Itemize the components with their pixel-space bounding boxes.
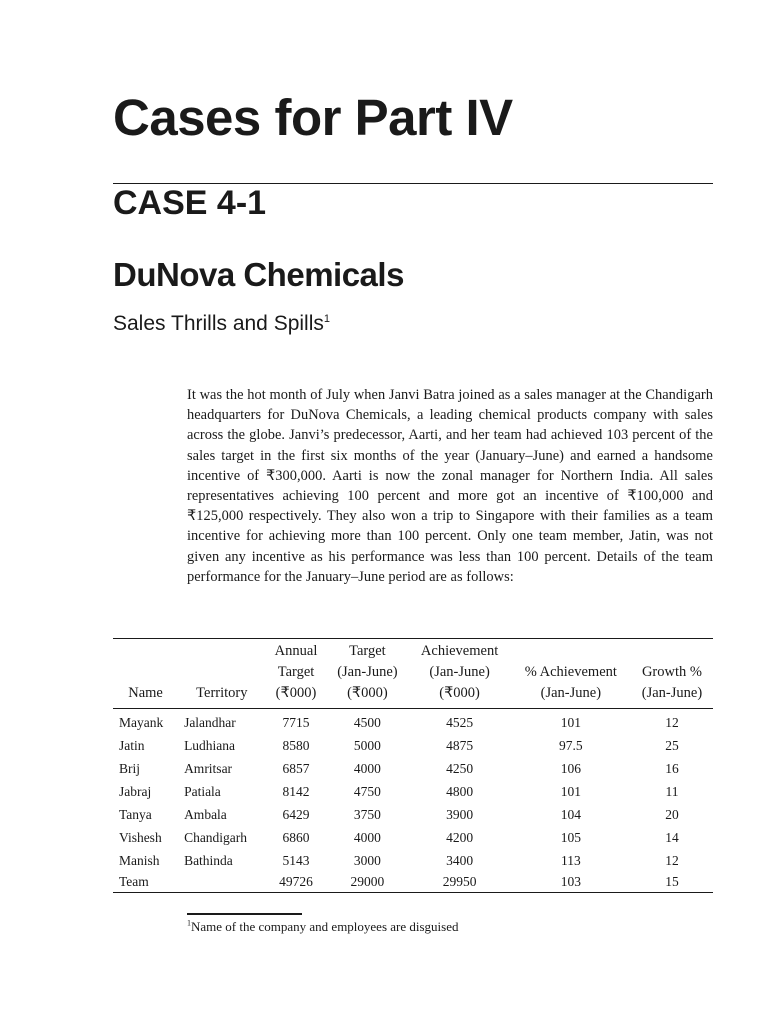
footnote-text: Name of the company and employees are disguised	[191, 919, 459, 934]
table-cell: 49726	[266, 872, 327, 893]
table-row	[113, 849, 713, 872]
column-header-line: Target	[277, 664, 315, 680]
table-cell: 101	[560, 783, 581, 799]
table-cell: 4000	[353, 829, 381, 845]
column-header-line: Achievement	[420, 643, 499, 659]
table-cell: 3750	[353, 806, 381, 822]
table-cell: Jalandhar	[184, 714, 236, 730]
column-header-line: (Jan-June)	[540, 685, 602, 701]
column-header-line: Territory	[196, 685, 248, 701]
table-cell: Tanya	[119, 806, 152, 822]
table-cell: 4525	[446, 714, 474, 730]
table-cell	[178, 872, 266, 893]
column-header	[408, 639, 510, 709]
table-cell: Manish	[119, 852, 160, 868]
footnote-marker: 1	[187, 918, 191, 928]
team-performance-table	[113, 638, 713, 893]
column-header	[266, 639, 327, 709]
table-cell: 105	[560, 829, 581, 845]
table-header-row	[113, 639, 713, 709]
table-cell: Chandigarh	[184, 829, 248, 845]
table-cell: Ambala	[184, 806, 227, 822]
intro-paragraph: It was the hot month of July when Janvi Batra joined as a sales manager at the Chandigarh headquarters for DuNova Chemicals, a leading chemical products company with sales across the globe. Janvi’s predecessor, Aarti, and her team had achieved 103 percent of the sales target in the first six months of the year (January–June) and earned a handsome incentive of ₹300,000. Aarti is now the zonal manager for Northern India. All sales representatives achieving 100 percent and more got an incentive of ₹100,000 and ₹125,000 respectively. They also won a trip to Singapore with their families as a team incentive for achieving more than 100 percent. Only one team member, Jatin, was not given any incentive as his performance was less than 100 percent. Details of the team performance for the January–June period are as follows:	[187, 387, 713, 585]
table-cell: 4800	[446, 783, 474, 799]
table-cell: Jabraj	[119, 783, 152, 799]
table-cell: 4000	[353, 760, 381, 776]
case-number: CASE 4-1	[113, 184, 267, 222]
table-cell: 14	[665, 829, 679, 845]
column-header-line: (Jan-June)	[337, 664, 398, 680]
part-title: Cases for Part IV	[113, 89, 513, 146]
footnote-reference: 1	[323, 313, 330, 325]
table-row	[113, 709, 713, 735]
table-cell: 8142	[282, 783, 310, 799]
table-cell: 5143	[282, 852, 310, 868]
column-header	[113, 639, 178, 709]
column-header	[326, 639, 408, 709]
case-subtitle-text: Sales Thrills and Spills	[113, 312, 324, 335]
column-header-line: Annual	[274, 643, 318, 659]
table-cell: 29950	[408, 872, 510, 893]
table-body	[113, 709, 713, 893]
table-cell: 97.5	[559, 737, 583, 753]
table-cell: Brij	[119, 760, 141, 776]
footnote-divider	[187, 913, 302, 915]
table-cell: 16	[665, 760, 679, 776]
table-cell: 101	[560, 714, 581, 730]
table-row	[113, 826, 713, 849]
table-cell: 4875	[446, 737, 474, 753]
case-title: DuNova Chemicals	[113, 256, 404, 293]
table-cell: 5000	[353, 737, 381, 753]
table-cell: 113	[560, 852, 581, 868]
column-header-line: % Achievement	[524, 664, 617, 680]
table-row	[113, 780, 713, 803]
table-cell: 3900	[446, 806, 474, 822]
column-header-line: (₹000)	[275, 685, 317, 701]
table-cell: 4500	[353, 714, 381, 730]
table-cell: 103	[511, 872, 631, 893]
table-cell: 3400	[446, 852, 474, 868]
table-cell: Ludhiana	[184, 737, 236, 753]
table-cell: 15	[631, 872, 713, 893]
column-header-line: Name	[128, 685, 163, 701]
case-subtitle	[113, 311, 330, 336]
table-cell: 12	[665, 714, 679, 730]
table-row	[113, 803, 713, 826]
table-cell: Bathinda	[184, 852, 233, 868]
table-cell: 6860	[282, 829, 310, 845]
table-row	[113, 757, 713, 780]
table-cell: Patiala	[184, 783, 221, 799]
table-cell: 4750	[353, 783, 381, 799]
table-cell: 12	[665, 852, 679, 868]
column-header-line: (Jan-June)	[429, 664, 490, 680]
column-header-line: (₹000)	[347, 685, 388, 701]
footnote	[187, 919, 459, 935]
table-cell: 7715	[282, 714, 310, 730]
table-cell: 4250	[446, 760, 474, 776]
table-cell: 104	[560, 806, 581, 822]
column-header-line: (₹000)	[439, 685, 480, 701]
table-cell: 6429	[282, 806, 310, 822]
table-cell: Amritsar	[184, 760, 233, 776]
table-row	[113, 734, 713, 757]
table-cell: 106	[560, 760, 581, 776]
table-cell: 8580	[282, 737, 310, 753]
column-header	[178, 639, 266, 709]
column-header	[631, 639, 713, 709]
table-cell: Mayank	[119, 714, 164, 730]
table-cell: Jatin	[119, 737, 145, 753]
table-cell: 3000	[353, 852, 381, 868]
column-header-line: Growth %	[641, 664, 702, 680]
table-cell: 25	[665, 737, 679, 753]
table-cell: Vishesh	[119, 829, 162, 845]
column-header-line: (Jan-June)	[641, 685, 703, 701]
table-cell: 4200	[446, 829, 474, 845]
table-cell: Team	[113, 872, 178, 893]
table-cell: 29000	[326, 872, 408, 893]
column-header-line: Target	[349, 643, 386, 659]
column-header	[511, 639, 631, 709]
table-cell: 6857	[282, 760, 310, 776]
table-cell: 20	[665, 806, 679, 822]
table-cell: 11	[665, 783, 679, 799]
table-row	[113, 872, 713, 893]
